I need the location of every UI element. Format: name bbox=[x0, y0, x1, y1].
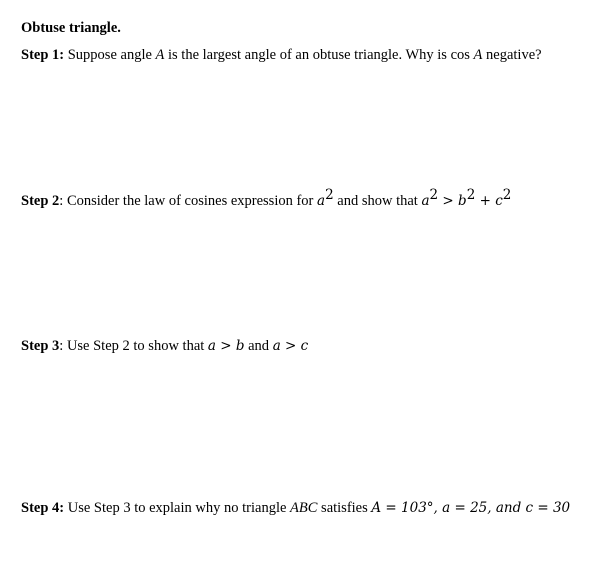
step-2-ineq-lhs: a bbox=[421, 193, 430, 209]
step-2-expr-a: a bbox=[317, 193, 326, 209]
step-1-var-a-2: A bbox=[473, 47, 483, 63]
step-2-ineq-lhs-sup: 2 bbox=[429, 187, 439, 204]
step-3-text-b: and bbox=[244, 338, 273, 354]
step-3-expr-2: a > c bbox=[272, 338, 309, 354]
step-2-ineq-c-sup: 2 bbox=[502, 187, 512, 204]
step-2-expr-a-sup: 2 bbox=[325, 187, 334, 204]
step-4-text-a: Use Step 3 to explain why no triangle bbox=[64, 500, 291, 516]
step-2-label: Step 2 bbox=[21, 193, 60, 209]
page-title: Obtuse triangle. bbox=[21, 20, 121, 36]
step-1-label: Step 1: bbox=[21, 47, 65, 63]
step-2-ineq-plus: + bbox=[475, 193, 496, 209]
step-4-expr: A = 103°, a = 25, and c = 30 bbox=[371, 500, 571, 516]
step-3-expr-1: a > b bbox=[207, 338, 245, 354]
step-1-text-a: Suppose angle bbox=[67, 47, 156, 63]
step-2-text-a: Consider the law of cosines expression for bbox=[63, 193, 318, 209]
step-2-sep: : bbox=[59, 193, 64, 209]
step-3-sep: : bbox=[59, 338, 64, 354]
step-4-triangle: ABC bbox=[290, 500, 318, 516]
step-2-ineq-c: c bbox=[495, 193, 503, 209]
step-3 bbox=[21, 337, 308, 355]
step-4-text-b: satisfies bbox=[317, 500, 372, 516]
step-1-text-c: negative? bbox=[482, 47, 542, 63]
step-3-text-a: Use Step 2 to show that bbox=[63, 338, 208, 354]
step-2 bbox=[21, 187, 512, 210]
step-1 bbox=[21, 46, 542, 64]
step-2-ineq-b: b bbox=[458, 193, 467, 209]
step-3-label: Step 3 bbox=[21, 338, 60, 354]
step-2-ineq-b-sup: 2 bbox=[466, 187, 476, 204]
step-2-ineq-op: > bbox=[438, 193, 459, 209]
step-1-var-a: A bbox=[155, 47, 165, 63]
step-4-label: Step 4: bbox=[21, 500, 65, 516]
step-1-text-b: is the largest angle of an obtuse triangle. Why is cos bbox=[164, 47, 474, 63]
step-2-text-b: and show that bbox=[333, 193, 422, 209]
step-4 bbox=[21, 499, 570, 517]
